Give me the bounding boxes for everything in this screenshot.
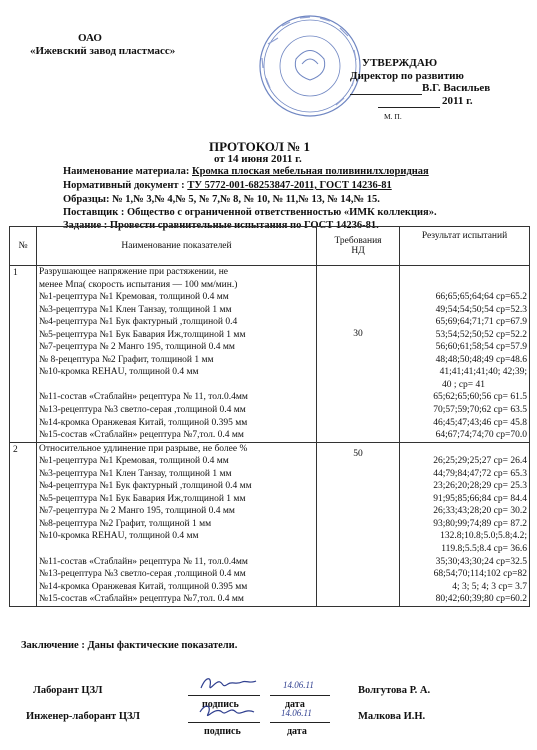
indicator-line: №3-рецептура №1 Клен Танзау, толщиной 1 мм [39,304,232,315]
indicator-line: №15-состав «Стаблайн» рецептура №7,тол. 0.4 мм [39,430,244,441]
table-header-row [10,227,530,266]
result-line: 46;45;47;43;46 ср= 45.8 [433,417,527,428]
indicator-line: № 8-рецептура №2 Графит, толщиной 1 мм [39,354,214,365]
approval-mp: М. П. [384,112,402,121]
indicator-line: №13-рецептура №3 светло-серая ,толщиной 0.4 мм [39,569,246,580]
indicator-line [37,543,316,556]
header-req-line1: Требования [334,236,382,246]
result-line: 65;62;65;60;56 ср= 61.5 [433,392,527,403]
result-line: 56;60;61;58;54 ср=57.9 [435,342,527,353]
supplier-line: Поставщик : Общество с ограниченной ответственностью «ИМК коллекция». [63,207,437,218]
indicator-line: №14-кромка Оранжевая Китай, толщиной 0.395 мм [39,581,248,592]
result-line: 132.8;10.8;5.0;5.8;4.2; [440,531,527,542]
indicator-line: №10-кромка REHAU, толщиной 0.4 мм [39,367,199,378]
sig1-name: Волгутова Р. А. [358,685,431,696]
header-name: Наименование показателей [37,227,317,266]
indicator-line: №10-кромка REHAU, толщиной 0.4 мм [39,531,199,542]
result-line [400,266,529,279]
approval-name: В.Г. Васильев [422,82,491,94]
org-line2: «Ижевский завод пластмасс» [30,45,176,57]
sig1-sign-label: подпись [202,699,239,710]
header-num: № [10,227,37,266]
indicator-line: №7-рецептура № 2 Манго 195, толщиной 0.4 мм [39,342,235,353]
indicator-line: №13-рецептура №3 светло-серая ,толщиной 0.4 мм [39,405,246,416]
sig2-sign-line [188,722,260,723]
result-line: 40 ; ср= 41 [441,379,486,390]
normdoc-line [63,180,392,191]
indicator-line: №11-состав «Стаблайн» рецептура № 11, тол.0.4мм [39,556,248,567]
header-req-line2: НД [351,246,365,256]
sig2-date-handwritten: 14.06.11 [281,708,312,718]
row-indicators [37,442,317,606]
result-line: 65;69;64;71;71 ср=67.9 [435,317,527,328]
header-requirement [317,227,400,266]
result-line: 91;95;85;66;84 ср= 84.4 [433,493,527,504]
indicator-line: №14-кромка Оранжевая Китай, толщиной 0.395 мм [39,417,248,428]
material-value: Кромка плоская мебельная поливинилхлоридная [192,166,429,177]
approval-date-line [378,107,440,108]
result-line: 70;57;59;70;62 ср= 63.5 [433,405,527,416]
protocol-title: ПРОТОКОЛ № 1 [209,139,311,154]
result-line: 119.8;5.5;8.4 ср= 36.6 [441,544,527,555]
seal-stamp [258,14,362,118]
indicator-line: №5-рецептура №1 Бук Бавария Иж,толщиной 1 мм [39,493,246,504]
approval-sign-line [350,94,422,95]
indicator-line: №7-рецептура № 2 Манго 195, толщиной 0.4 мм [39,506,235,517]
result-line: 26;25;29;25;27 ср= 26.4 [433,456,527,467]
indicator-line: №15-состав «Стаблайн» рецептура №7,тол. 0.4 мм [39,594,244,605]
indicator-line: менее Мпа( скорость испытания — 100 мм/мин.) [39,279,238,290]
row-results [400,266,530,443]
sig1-date-label: дата [285,699,305,710]
result-line: 49;54;54;50;54 ср=52.3 [435,304,527,315]
result-line: 66;65;65;64;64 ср=65.2 [435,292,527,303]
result-line: 4; 3; 5; 4; 3 ср= 3.7 [452,581,527,592]
indicator-line: №8-рецептура №2 Графит, толщиной 1 мм [39,518,212,529]
org-line1: ОАО [78,32,102,44]
result-line: 23;26;20;28;29 ср= 25.3 [433,481,527,492]
task-line: Задание : Провести сравнительные испытания по ГОСТ 14236-81. [63,220,379,231]
indicator-line: №4-рецептура №1 Бук фактурный ,толщиной 0.4 [39,317,238,328]
result-line: 53;54;52;50;52 ср=52.2 [435,329,527,340]
samples-line: Образцы: № 1,№ 3,№ 4,№ 5, № 7,№ 8, № 10, № 11,№ 13, № 14,№ 15. [63,194,380,205]
approval-position: Директор по развитию [350,70,464,82]
result-line: 48;48;50;48;49 ср=48.6 [435,354,527,365]
indicator-line: №3-рецептура №1 Клен Танзау, толщиной 1 мм [39,468,232,479]
table-row [10,442,530,606]
indicator-line: №5-рецептура №1 Бук Бавария Иж,толщиной 1 мм [39,329,246,340]
sig2-handwritten-signature [196,700,258,722]
sig2-date-line [270,722,330,723]
normdoc-value: ТУ 5772-001-68253847-2011, ГОСТ 14236-81 [187,180,392,191]
result-line: 35;30;43;30;24 ср=32.5 [435,556,527,567]
indicator-line: №4-рецептура №1 Бук фактурный ,толщиной 0.4 мм [39,481,252,492]
sig2-name: Малкова И.Н. [358,711,426,722]
approval-title: УТВЕРЖДАЮ [362,57,438,69]
indicator-line: Относительное удлинение при разрыве, не более % [39,443,248,454]
sig2-sign-label: подпись [204,726,241,737]
result-line: 44;79;84;47;72 ср= 65.3 [433,468,527,479]
row-num: 1 [10,266,37,443]
row-indicators [37,266,317,443]
indicator-line: Разрушающее напряжение при растяжении, не [39,267,229,277]
material-line [63,166,429,177]
indicator-line: №1-рецептура №1 Кремовая, толщиной 0.4 мм [39,292,229,303]
result-line [400,443,529,456]
result-line: 93;80;99;74;89 ср= 87.2 [433,518,527,529]
row-requirement: 30 [317,266,400,443]
indicator-line [37,379,316,392]
result-line: 64;67;74;74;70 ср=70.0 [435,430,527,441]
result-line: 26;33;43;28;20 ср= 30.2 [433,506,527,517]
sig1-sign-line [188,695,260,696]
sig1-date-line [270,695,330,696]
row-num: 2 [10,442,37,606]
conclusion: Заключение : Даны фактические показатели. [21,640,238,651]
row-requirement: 50 [317,442,400,606]
header-result: Результат испытаний [400,227,530,266]
indicator-line: №1-рецептура №1 Кремовая, толщиной 0.4 мм [39,456,229,467]
result-line: 68;54;70;114;102 ср=82 [433,569,527,580]
row-results [400,442,530,606]
sig1-handwritten-signature [198,672,260,694]
result-line [400,279,529,292]
result-line: 80;42;60;39;80 ср=60.2 [435,594,527,605]
sig1-date-handwritten: 14.06.11 [283,680,314,690]
sig2-role: Инженер-лаборант ЦЗЛ [26,711,140,722]
result-line: 41;41;41;41;40; 42;39; [439,367,527,378]
table-row [10,266,530,443]
normdoc-label: Нормативный документ : [63,180,185,191]
results-table [9,226,530,607]
protocol-date: от 14 июня 2011 г. [214,153,302,165]
approval-year: 2011 г. [442,95,473,107]
sig2-date-label: дата [287,726,307,737]
indicator-line: №11-состав «Стаблайн» рецептура № 11, тол.0.4мм [39,392,248,403]
sig1-role: Лаборант ЦЗЛ [33,685,103,696]
material-label: Наименование материала: [63,166,190,177]
